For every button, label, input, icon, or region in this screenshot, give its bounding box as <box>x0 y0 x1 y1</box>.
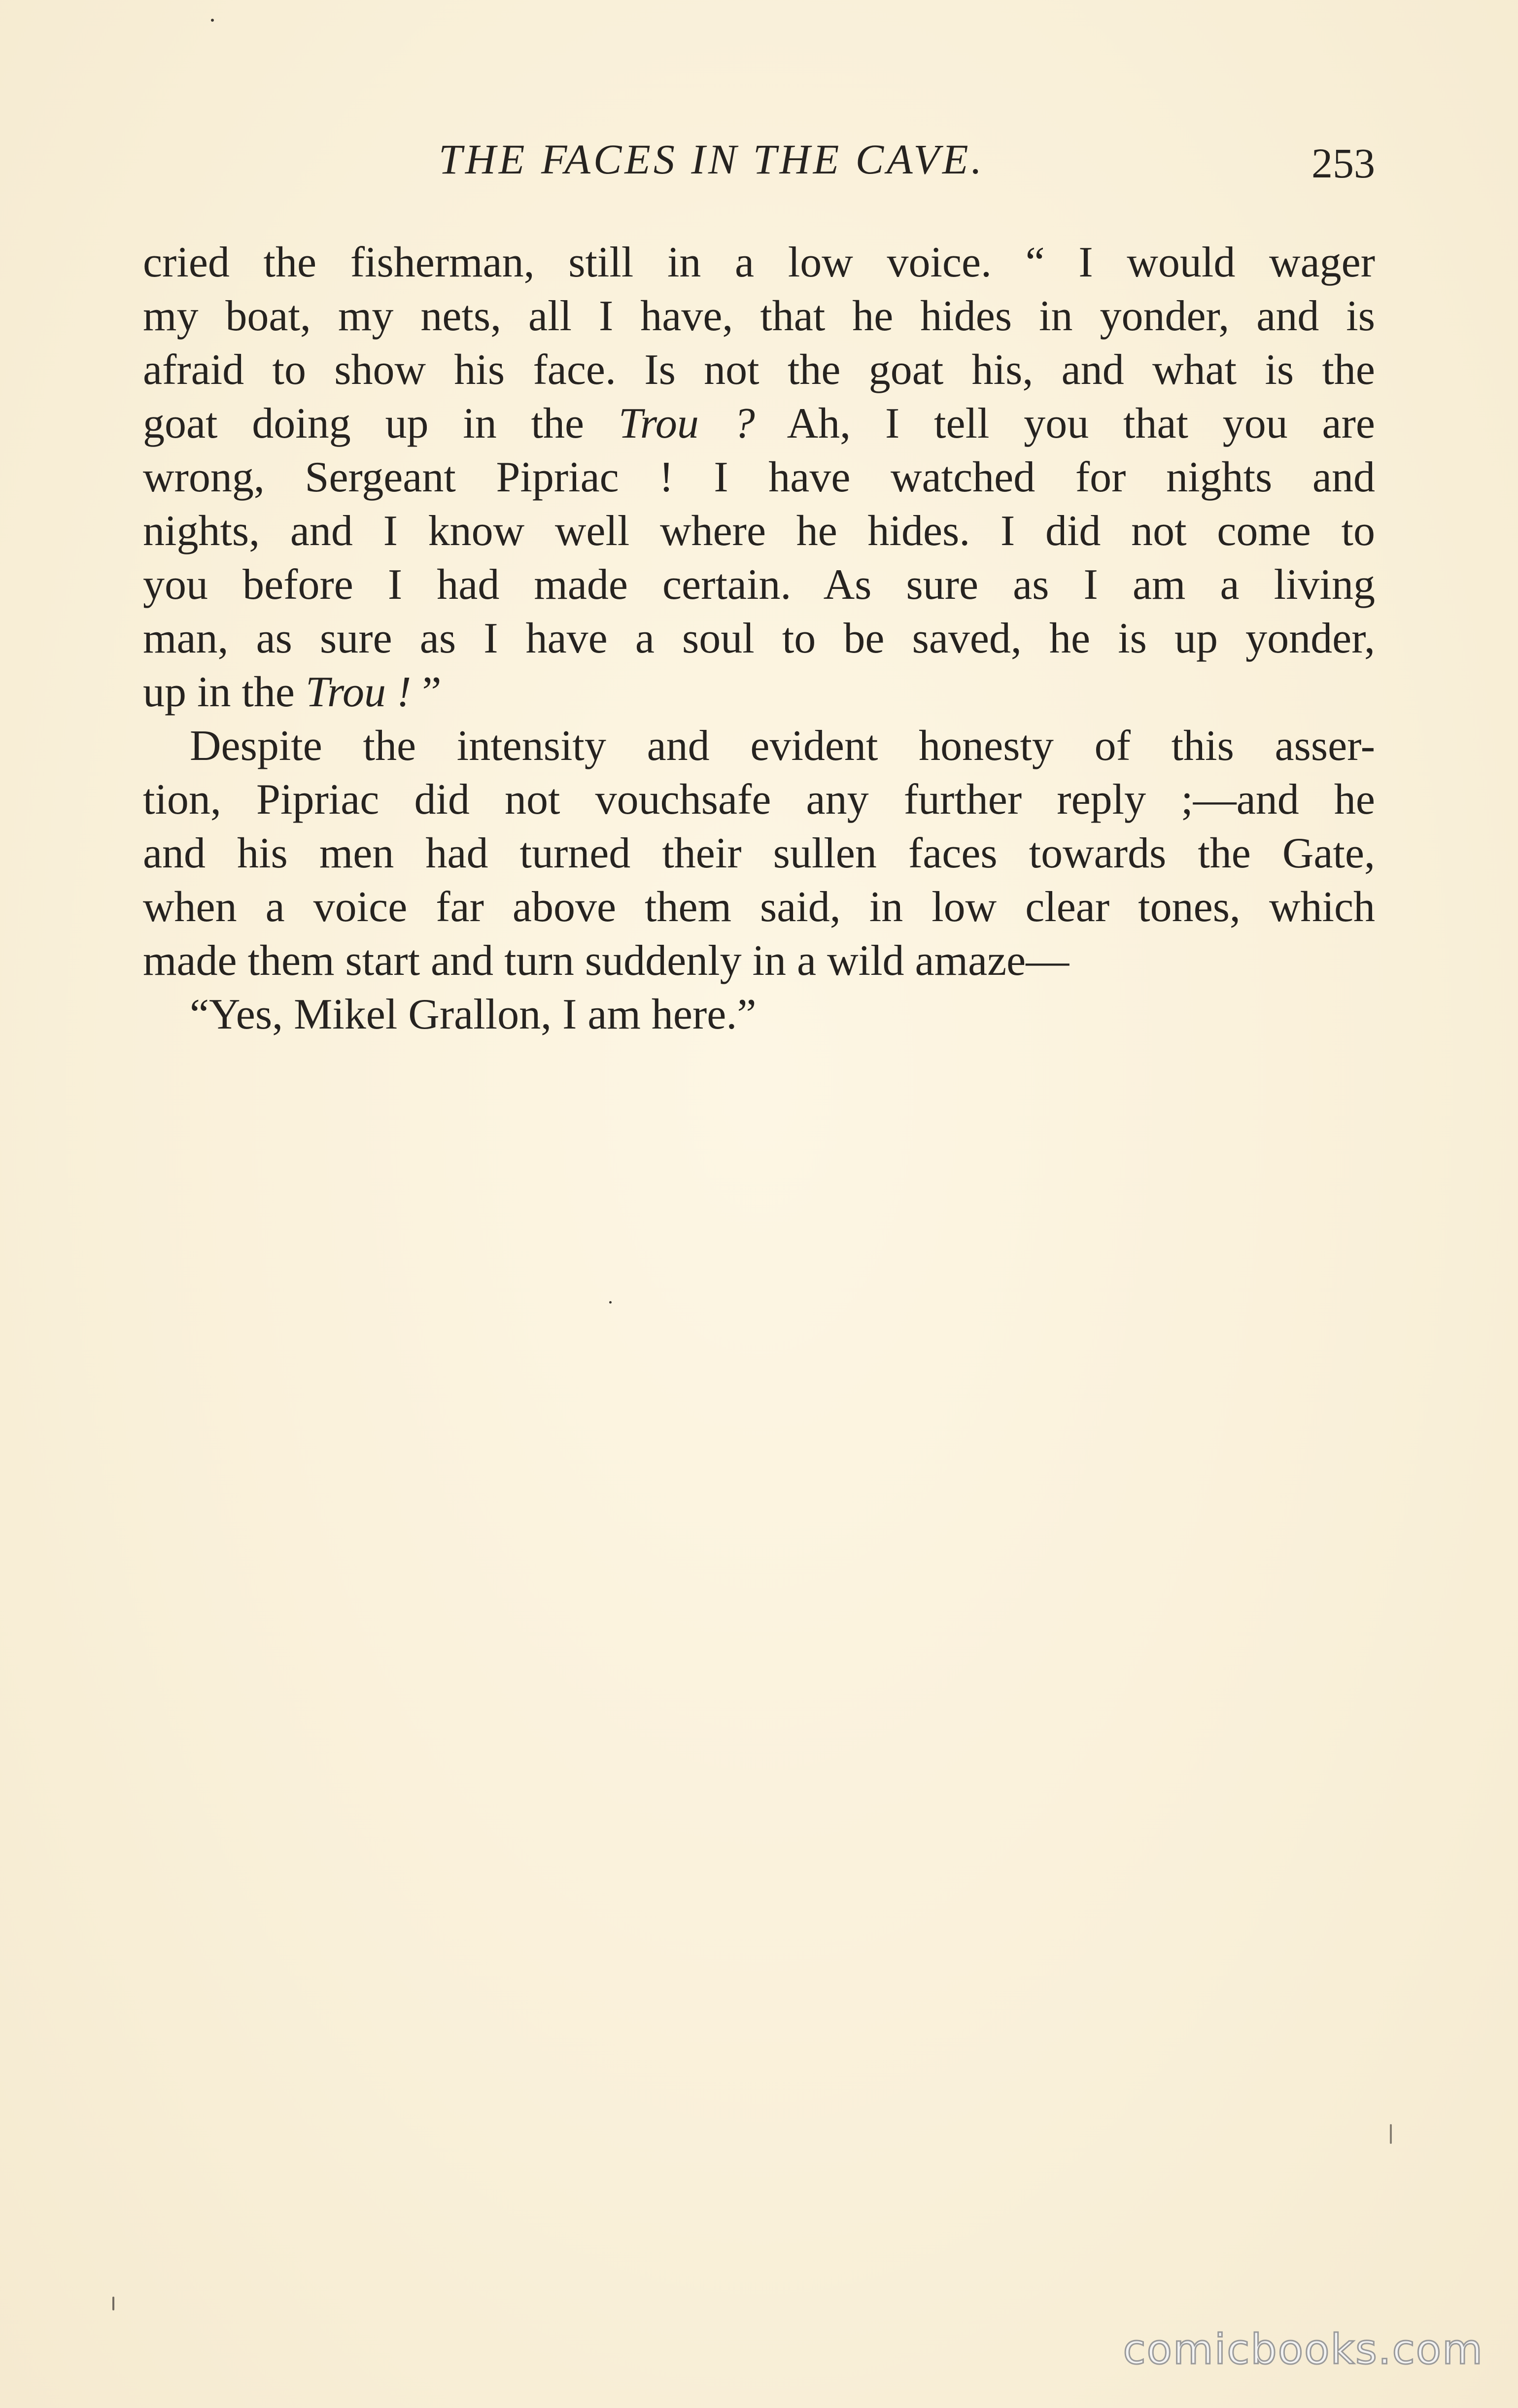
text-line <box>143 558 1375 612</box>
text-line-content: and his men had turned their sullen faces towards the Gate, <box>143 829 1375 877</box>
text-line <box>143 988 1375 1041</box>
text-line-content: tion, Pipriac did not vouchsafe any further reply ;—and he <box>143 776 1375 824</box>
text-line-content: my boat, my nets, all I have, that he hides in yonder, and is <box>143 292 1375 340</box>
text-line <box>143 397 1375 450</box>
text-line-content: when a voice far above them said, in low clear tones, which <box>143 883 1375 931</box>
text-line-content: Ah, I tell you that you are <box>755 400 1375 447</box>
paper-speck <box>211 19 214 22</box>
text-line-content: nights, and I know well where he hides. I did not come to <box>143 507 1375 555</box>
paper-speck <box>609 1301 612 1304</box>
text-line <box>143 665 1375 719</box>
text-line <box>143 504 1375 558</box>
paper-speck <box>112 2297 114 2310</box>
text-line <box>143 826 1375 880</box>
text-line-content: up in the <box>143 668 306 716</box>
paper-speck <box>1390 2124 1392 2144</box>
running-head-title: THE FACES IN THE CAVE. <box>439 136 985 183</box>
text-line <box>143 289 1375 343</box>
body-text <box>143 236 1375 1041</box>
text-line <box>143 450 1375 504</box>
italic-word: Trou ! <box>305 668 412 716</box>
text-line-content: ” <box>411 668 442 716</box>
text-line-content: “Yes, Mikel Grallon, I am here.” <box>190 991 757 1038</box>
text-line-content: you before I had made certain. As sure as I am a living <box>143 561 1375 609</box>
text-line-content: cried the fisherman, still in a low voice. “ I would wager <box>143 239 1375 286</box>
text-line <box>143 880 1375 934</box>
page-number: 253 <box>1311 139 1375 187</box>
text-line <box>143 236 1375 289</box>
italic-word: Trou ? <box>618 400 755 447</box>
text-line <box>143 719 1375 773</box>
text-line <box>143 343 1375 397</box>
text-line-content: afraid to show his face. Is not the goat his, and what is the <box>143 346 1375 394</box>
text-line-content: Despite the intensity and evident honesty of this asser- <box>190 722 1375 770</box>
text-line-content: man, as sure as I have a soul to be saved, he is up yonder, <box>143 615 1375 662</box>
text-line <box>143 612 1375 665</box>
text-line <box>143 773 1375 826</box>
text-line-content: wrong, Sergeant Pipriac ! I have watched for nights and <box>143 453 1375 501</box>
text-line-content: goat doing up in the <box>143 400 619 447</box>
text-line <box>143 934 1375 988</box>
running-head <box>143 132 1375 186</box>
text-line-content: made them start and turn suddenly in a wild amaze— <box>143 937 1070 985</box>
watermark: comicbooks.com <box>1123 2325 1484 2374</box>
